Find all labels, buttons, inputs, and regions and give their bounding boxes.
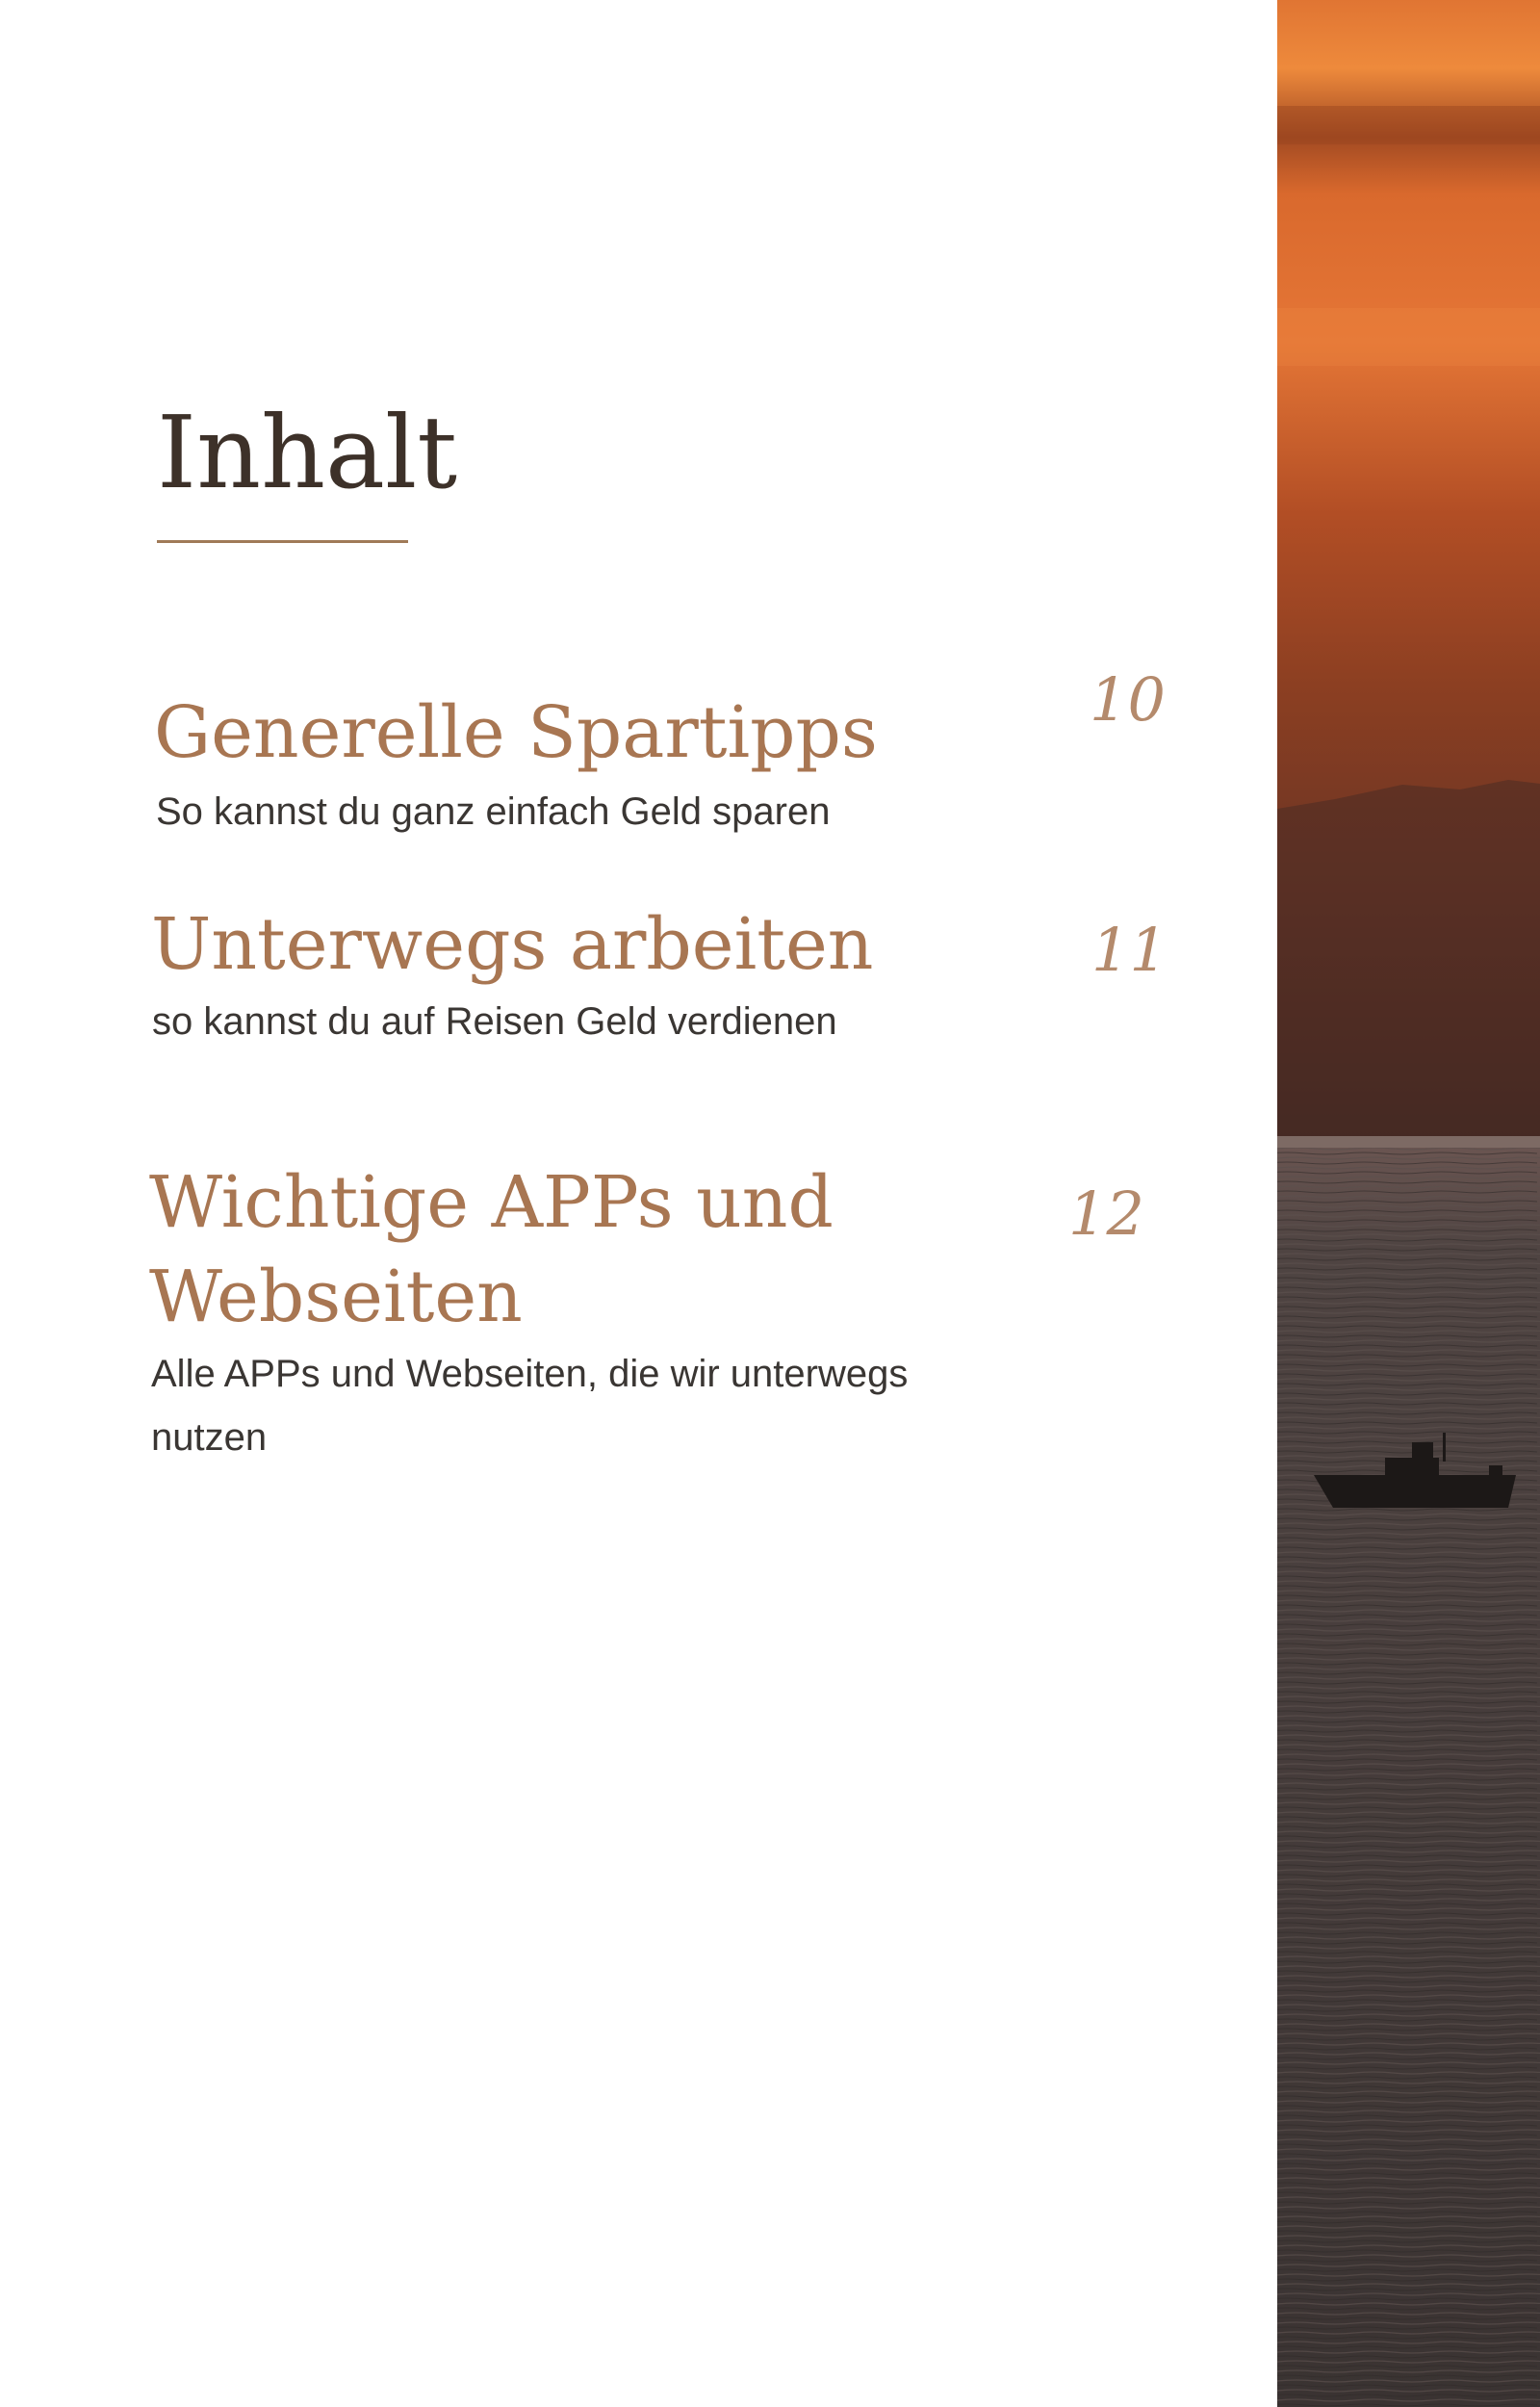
sunset-sea-illustration (1277, 0, 1540, 2407)
toc-entry-subtitle-spartipps: So kannst du ganz einfach Geld sparen (156, 790, 831, 833)
toc-entry-subtitle-apps-line2: nutzen (151, 1416, 268, 1459)
toc-page-number-12[interactable]: 12 (1068, 1178, 1144, 1249)
toc-page-number-10[interactable]: 10 (1090, 664, 1166, 735)
toc-entry-title-unterwegs-arbeiten[interactable]: Unterwegs arbeiten (151, 903, 874, 986)
sunset-sea-photo (1277, 0, 1540, 2407)
toc-entry-subtitle-unterwegs-arbeiten: so kannst du auf Reisen Geld verdienen (152, 1000, 837, 1043)
title-underline (157, 540, 408, 543)
page-title: Inhalt (157, 394, 458, 511)
toc-entry-title-apps-line2[interactable]: Webseiten (149, 1255, 523, 1338)
toc-entry-title-apps-line1[interactable]: Wichtige APPs und (149, 1161, 834, 1244)
toc-page-number-11[interactable]: 11 (1091, 915, 1168, 985)
toc-entry-subtitle-apps-line1: Alle APPs und Webseiten, die wir unterwegs (151, 1353, 909, 1395)
toc-entry-title-spartipps[interactable]: Generelle Spartipps (154, 691, 878, 774)
